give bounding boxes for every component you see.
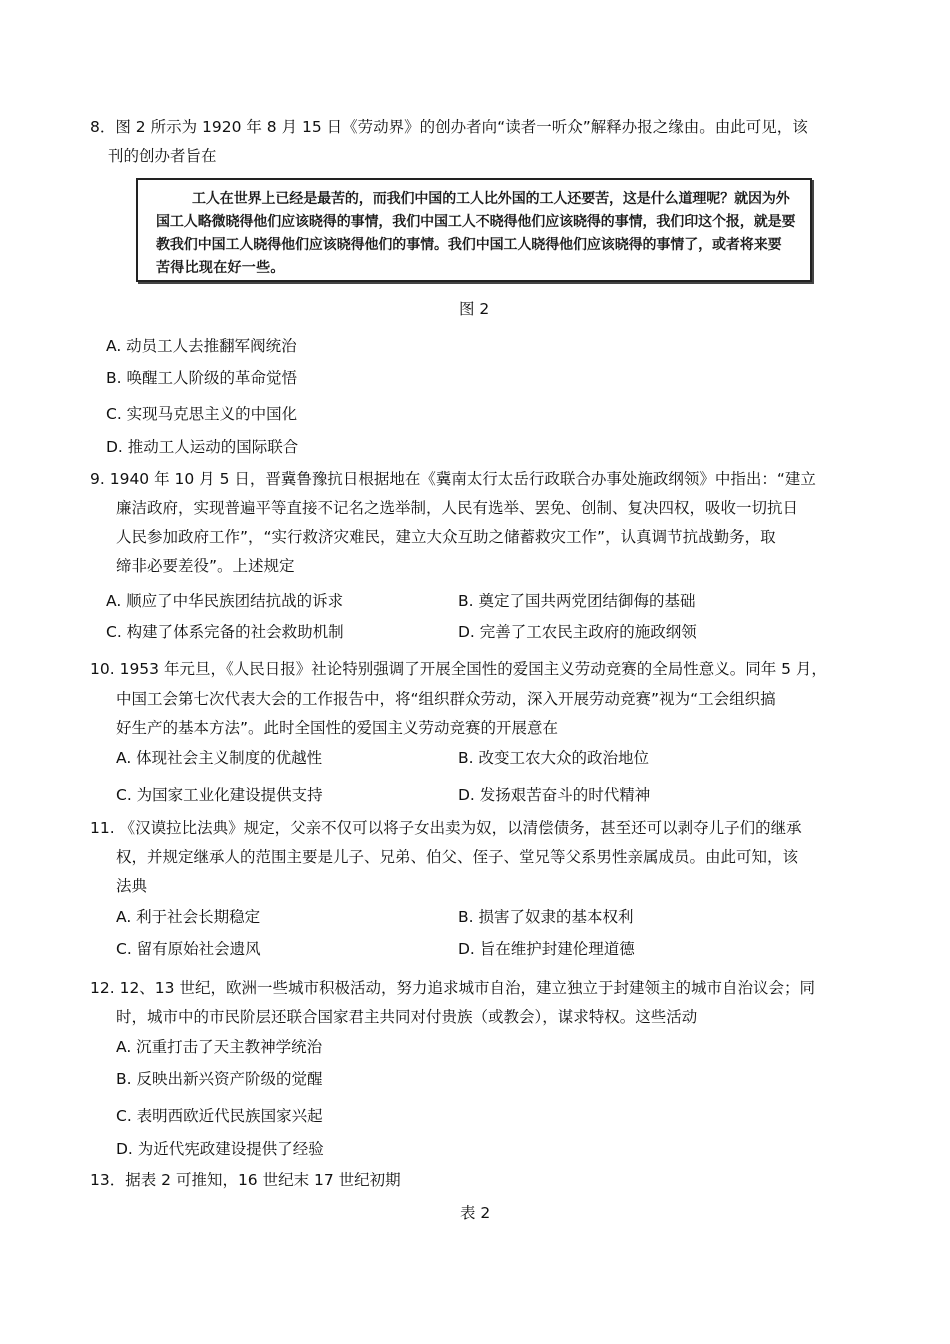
q11-option-b[interactable]: B. 损害了奴隶的基本权利 [458,908,634,926]
q11-stem-line2: 权，并规定继承人的范围主要是儿子、兄弟、伯父、侄子、堂兄等父系男性亲属成员。由此可知，该 [116,848,799,866]
q10-option-a[interactable]: A. 体现社会主义制度的优越性 [116,749,323,767]
q10-option-d[interactable]: D. 发扬艰苦奋斗的时代精神 [458,786,651,804]
q12-stem-line2: 时，城市中的市民阶层还联合国家君主共同对付贵族（或教会），谋求特权。这些活动 [116,1008,698,1026]
q8-stem-line1: 8．图 2 所示为 1920 年 8 月 15 日《劳动界》的创办者向“读者一听众”解释办报之缘由。由此可见，该 [90,118,808,136]
q11-option-d[interactable]: D. 旨在维护封建伦理道德 [458,940,635,958]
q11-option-a[interactable]: A. 利于社会长期稳定 [116,908,261,926]
q10-option-c[interactable]: C. 为国家工业化建设提供支持 [116,786,323,804]
quote-line: 工人在世界上已经是最苦的，而我们中国的工人比外国的工人还要苦，这是什么道理呢？就因为外 [192,191,790,207]
q9-stem-line2: 廉洁政府，实现普遍平等直接不记名之选举制，人民有选举、罢免、创制、复决四权，吸收一切抗日 [116,499,799,517]
q12-option-a[interactable]: A. 沉重打击了天主教神学统治 [116,1038,323,1056]
q12-option-b[interactable]: B. 反映出新兴资产阶级的觉醒 [116,1070,323,1088]
q9-option-c[interactable]: C. 构建了体系完备的社会救助机制 [106,623,344,641]
q9-option-a[interactable]: A. 顺应了中华民族团结抗战的诉求 [106,592,344,610]
quote-line: 国工人略微晓得他们应该晓得的事情，我们中国工人不晓得他们应该晓得的事情，我们印这个报，就是要 [156,214,796,230]
q10-option-b[interactable]: B. 改变工农大众的政治地位 [458,749,649,767]
q9-stem-line4: 缔非必要差役”。上述规定 [116,557,295,575]
q9-option-d[interactable]: D. 完善了工农民主政府的施政纲领 [458,623,697,641]
q12-option-c[interactable]: C. 表明西欧近代民族国家兴起 [116,1107,323,1125]
figure-2-newspaper-excerpt [136,178,812,282]
table-2-caption: 表 2 [460,1204,491,1222]
q13-stem: 13．据表 2 可推知，16 世纪末 17 世纪初期 [90,1171,401,1189]
q9-option-b[interactable]: B. 奠定了国共两党团结御侮的基础 [458,592,696,610]
q12-option-d[interactable]: D. 为近代宪政建设提供了经验 [116,1140,324,1158]
q8-option-a[interactable]: A. 动员工人去推翻军阀统治 [106,337,297,355]
q11-option-c[interactable]: C. 留有原始社会遗风 [116,940,261,958]
q12-stem-line1: 12. 12、13 世纪，欧洲一些城市积极活动，努力追求城市自治，建立独立于封建领主的城市自治议会；同 [90,979,815,997]
q10-stem-line1: 10. 1953 年元旦，《人民日报》社论特别强调了开展全国性的爱国主义劳动竞赛的全局性意义。同年 5 月， [90,660,827,678]
q9-stem-line3: 人民参加政府工作”，“实行救济灾难民，建立大众互助之储蓄救灾工作”，认真调节抗战勤务，取 [116,528,776,546]
q10-stem-line3: 好生产的基本方法”。此时全国性的爱国主义劳动竞赛的开展意在 [116,719,559,737]
q11-stem-line3: 法典 [116,877,148,895]
q10-stem-line2: 中国工会第七次代表大会的工作报告中，将“组织群众劳动，深入开展劳动竞赛”视为“工会组织搞 [116,690,776,708]
q8-option-d[interactable]: D. 推动工人运动的国际联合 [106,438,299,456]
q8-option-b[interactable]: B. 唤醒工人阶级的革命觉悟 [106,369,297,387]
figure-2-caption: 图 2 [459,300,490,318]
quote-line: 教我们中国工人晓得他们应该晓得他们的事情。我们中国工人晓得他们应该晓得的事情了，或者将来要 [156,237,782,253]
q9-stem-line1: 9. 1940 年 10 月 5 日，晋冀鲁豫抗日根据地在《冀南太行太岳行政联合办事处施政纲领》中指出：“建立 [90,470,816,488]
quote-line: 苦得比现在好一些。 [156,260,285,276]
q8-stem-line2: 刊的创办者旨在 [108,147,217,165]
q8-option-c[interactable]: C. 实现马克思主义的中国化 [106,405,298,423]
q11-stem-line1: 11. 《汉谟拉比法典》规定，父亲不仅可以将子女出卖为奴，以清偿债务，甚至还可以剥夺儿子们的继承 [90,819,802,837]
